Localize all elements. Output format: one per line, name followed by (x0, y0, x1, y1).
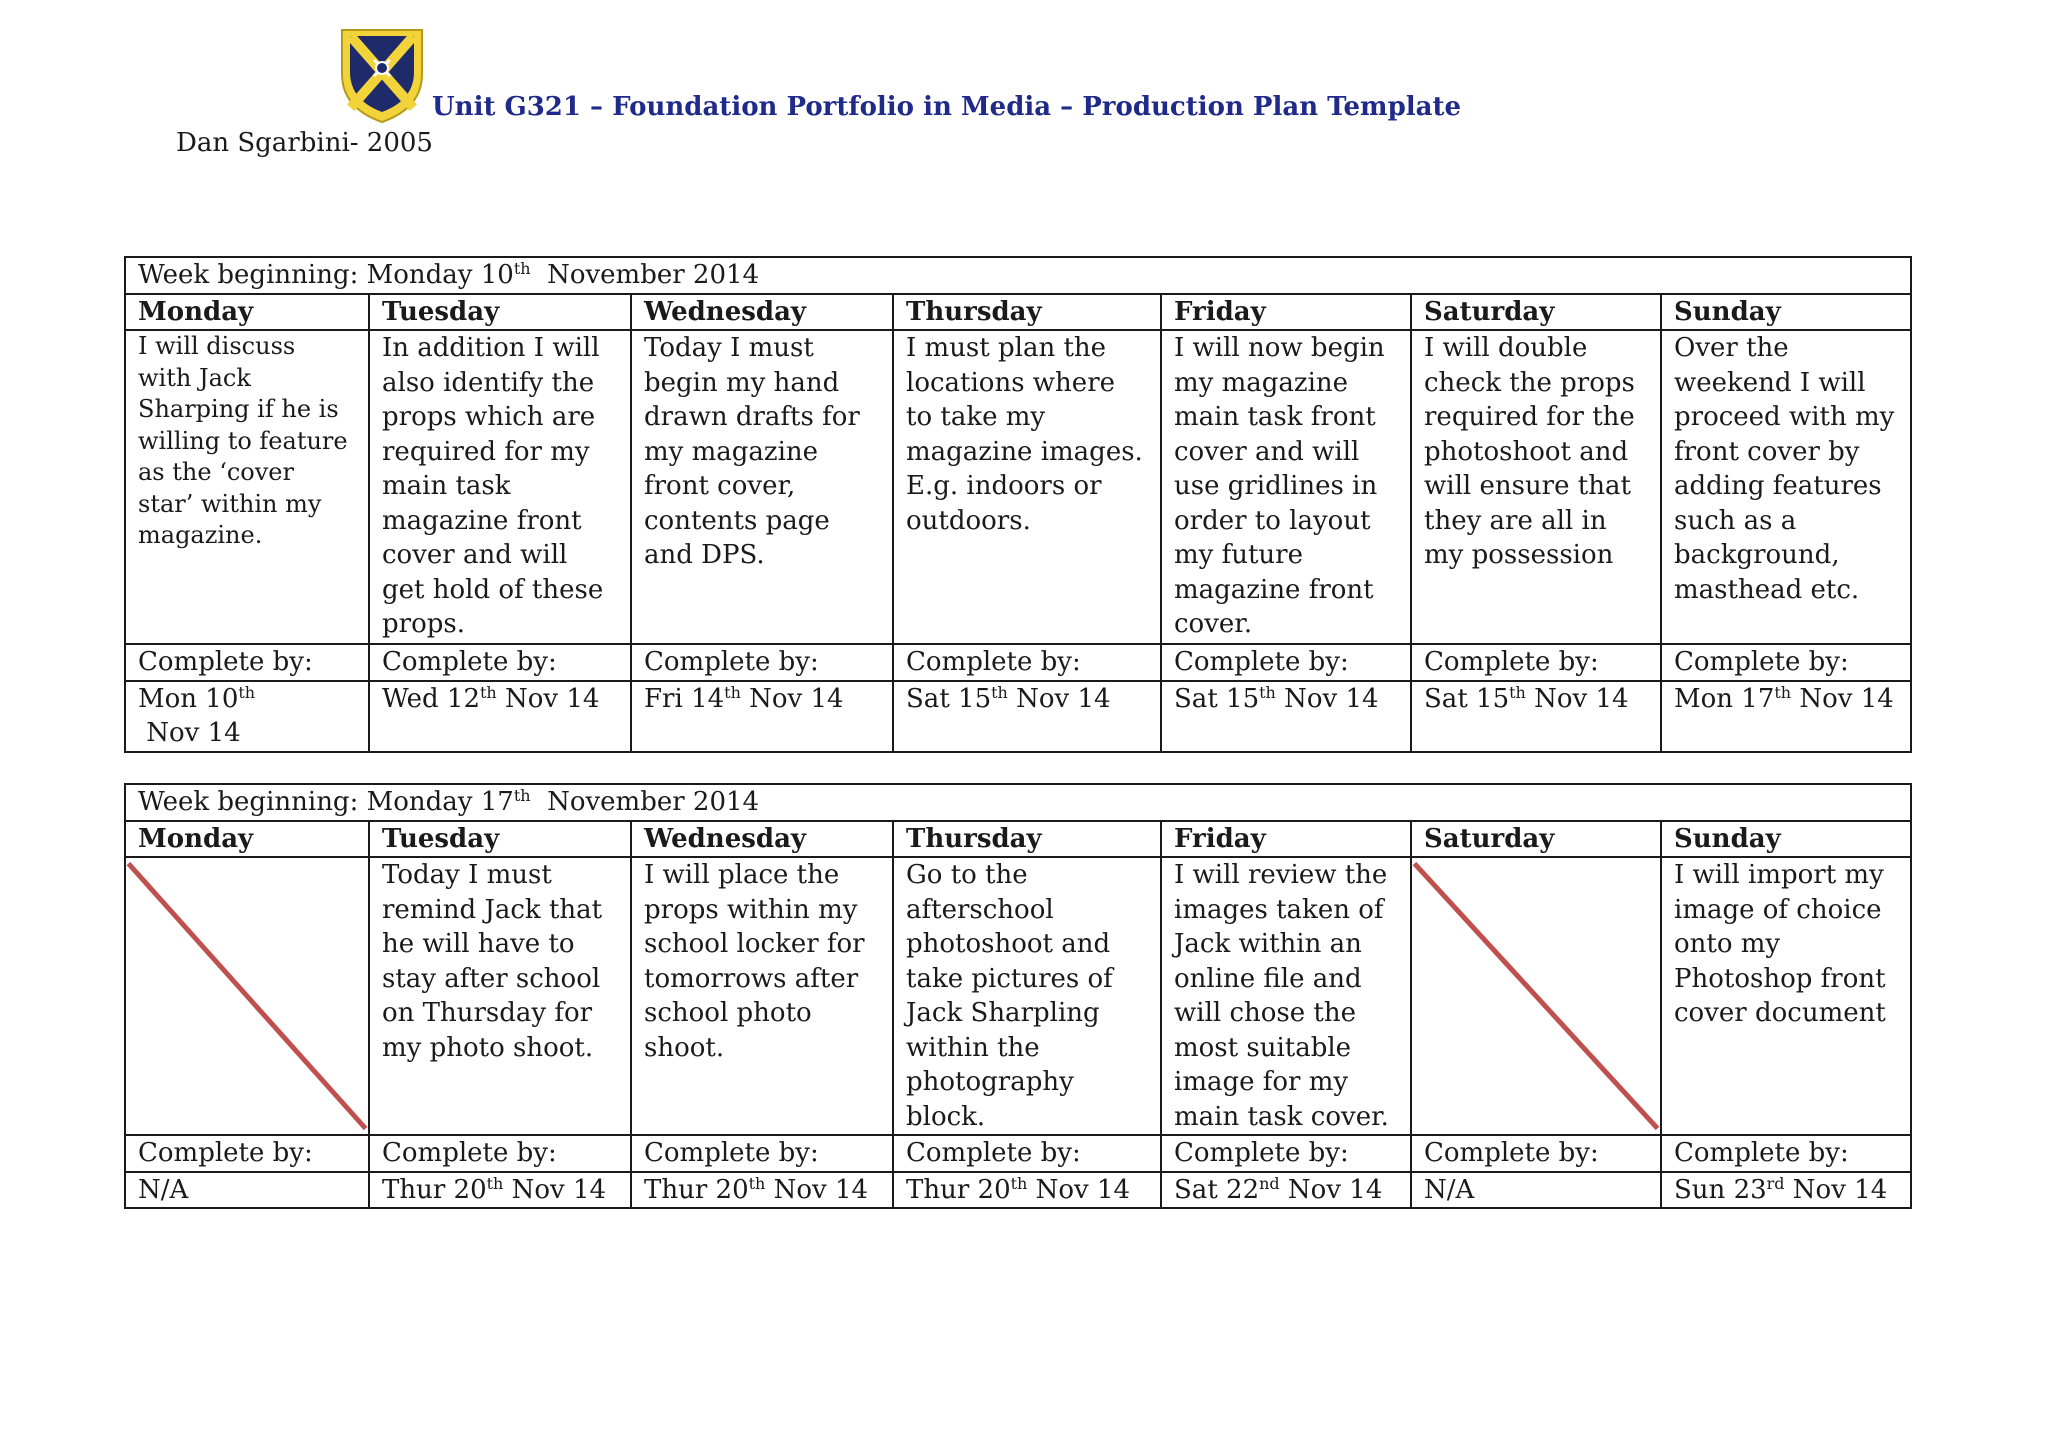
complete-by-date-friday: Sat 15th Nov 14 (1161, 681, 1411, 752)
complete-by-label: Complete by: (125, 1135, 369, 1172)
day-header-sunday: Sunday (1661, 821, 1911, 858)
complete-by-date-wednesday: Fri 14th Nov 14 (631, 681, 893, 752)
week-heading: Week beginning: Monday 10th November 2014 (125, 257, 1911, 294)
complete-by-label: Complete by: (631, 644, 893, 681)
day-header-saturday: Saturday (1411, 821, 1661, 858)
task-cell-monday-crossed-out (125, 857, 369, 1135)
complete-by-date-saturday: Sat 15th Nov 14 (1411, 681, 1661, 752)
author-line: Dan Sgarbini- 2005 (176, 128, 433, 158)
diagonal-strike-line (126, 858, 368, 1134)
task-cell-tuesday: Today I must remind Jack that he will have to stay after school on Thursday for my photo shoot. (369, 857, 631, 1135)
day-header-tuesday: Tuesday (369, 821, 631, 858)
day-header-thursday: Thursday (893, 821, 1161, 858)
task-cell-sunday: I will import my image of choice onto my Photoshop front cover document (1661, 857, 1911, 1135)
complete-by-label: Complete by: (1411, 644, 1661, 681)
complete-by-date-sunday: Mon 17th Nov 14 (1661, 681, 1911, 752)
complete-by-date-monday: N/A (125, 1172, 369, 1209)
complete-by-label: Complete by: (369, 644, 631, 681)
day-header-wednesday: Wednesday (631, 821, 893, 858)
complete-by-label: Complete by: (1411, 1135, 1661, 1172)
complete-by-label: Complete by: (125, 644, 369, 681)
task-cell-saturday-crossed-out (1411, 857, 1661, 1135)
complete-by-label: Complete by: (893, 1135, 1161, 1172)
document-title: Unit G321 – Foundation Portfolio in Media – Production Plan Template (432, 92, 1462, 122)
complete-by-date-friday: Sat 22nd Nov 14 (1161, 1172, 1411, 1209)
complete-by-date-thursday: Sat 15th Nov 14 (893, 681, 1161, 752)
complete-by-label: Complete by: (631, 1135, 893, 1172)
task-cell-wednesday: I will place the props within my school locker for tomorrows after school photo shoot. (631, 857, 893, 1135)
week-2-plan-table (124, 783, 1912, 1209)
complete-by-label: Complete by: (1161, 644, 1411, 681)
complete-by-label: Complete by: (1161, 1135, 1411, 1172)
task-cell-friday: I will now begin my magazine main task front cover and will use gridlines in order to layout my future magazine front cover. (1161, 330, 1411, 644)
complete-by-label: Complete by: (1661, 644, 1911, 681)
day-header-monday: Monday (125, 294, 369, 331)
task-cell-saturday: I will double check the props required for the photoshoot and will ensure that they are all in my possession (1411, 330, 1661, 644)
day-header-monday: Monday (125, 821, 369, 858)
complete-by-date-sunday: Sun 23rd Nov 14 (1661, 1172, 1911, 1209)
task-cell-monday: I will discuss with Jack Sharping if he is willing to feature as the ‘cover star’ within my magazine. (125, 330, 369, 644)
day-header-tuesday: Tuesday (369, 294, 631, 331)
day-header-wednesday: Wednesday (631, 294, 893, 331)
complete-by-date-thursday: Thur 20th Nov 14 (893, 1172, 1161, 1209)
complete-by-date-tuesday: Wed 12th Nov 14 (369, 681, 631, 752)
complete-by-date-saturday: N/A (1411, 1172, 1661, 1209)
complete-by-date-wednesday: Thur 20th Nov 14 (631, 1172, 893, 1209)
diagonal-strike-line (1412, 858, 1660, 1134)
week-heading: Week beginning: Monday 17th November 2014 (125, 784, 1911, 821)
day-header-saturday: Saturday (1411, 294, 1661, 331)
task-cell-sunday: Over the weekend I will proceed with my front cover by adding features such as a background, masthead etc. (1661, 330, 1911, 644)
task-cell-tuesday: In addition I will also identify the props which are required for my main task magazine front cover and will get hold of these props. (369, 330, 631, 644)
task-cell-thursday: I must plan the locations where to take my magazine images. E.g. indoors or outdoors. (893, 330, 1161, 644)
complete-by-date-monday: Mon 10th Nov 14 (125, 681, 369, 752)
complete-by-label: Complete by: (893, 644, 1161, 681)
school-crest-logo (336, 24, 428, 126)
task-cell-wednesday: Today I must begin my hand drawn drafts for my magazine front cover, contents page and DPS. (631, 330, 893, 644)
day-header-sunday: Sunday (1661, 294, 1911, 331)
day-header-friday: Friday (1161, 294, 1411, 331)
complete-by-label: Complete by: (1661, 1135, 1911, 1172)
day-header-thursday: Thursday (893, 294, 1161, 331)
day-header-friday: Friday (1161, 821, 1411, 858)
task-cell-friday: I will review the images taken of Jack within an online file and will chose the most suitable image for my main task cover. (1161, 857, 1411, 1135)
complete-by-label: Complete by: (369, 1135, 631, 1172)
task-cell-thursday: Go to the afterschool photoshoot and take pictures of Jack Sharpling within the photography block. (893, 857, 1161, 1135)
week-1-plan-table (124, 256, 1912, 753)
complete-by-date-tuesday: Thur 20th Nov 14 (369, 1172, 631, 1209)
